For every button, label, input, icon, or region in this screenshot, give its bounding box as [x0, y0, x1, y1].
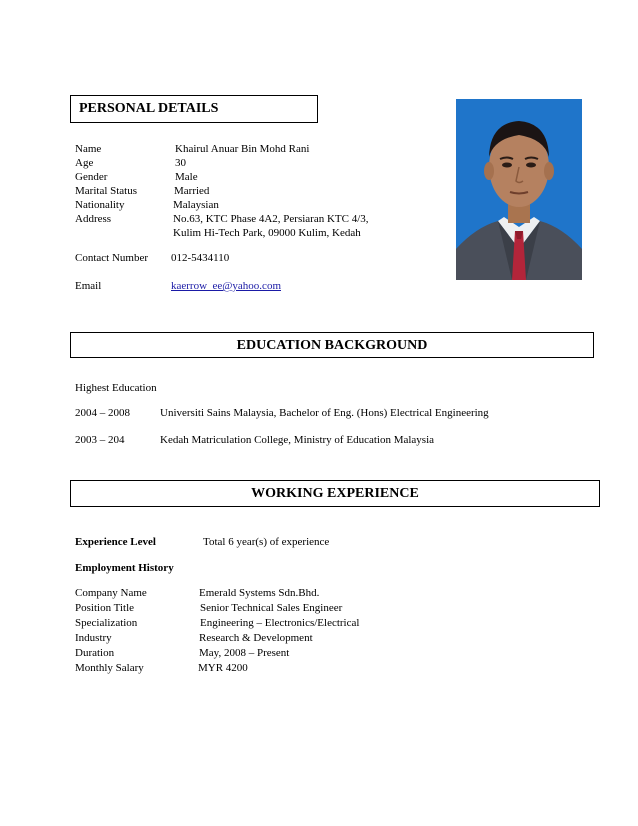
- work-heading: WORKING EXPERIENCE: [251, 486, 419, 501]
- age-label: Age: [75, 157, 94, 169]
- contact-number-value: 012-5434110: [171, 252, 230, 264]
- profile-photo-image: [456, 99, 582, 280]
- monthly-salary-value: MYR 4200: [198, 662, 248, 674]
- email-label: Email: [75, 280, 102, 292]
- personal-details-heading-box: [70, 95, 318, 123]
- specialization-value: Engineering – Electronics/Electrical: [200, 617, 360, 629]
- personal-details-heading: PERSONAL DETAILS: [79, 101, 219, 116]
- gender-value: Male: [175, 171, 198, 183]
- email-link[interactable]: kaerrow_ee@yahoo.com: [171, 280, 281, 292]
- duration-label: Duration: [75, 647, 115, 659]
- company-name-label: Company Name: [75, 587, 147, 599]
- education-entry-years: 2003 – 204: [75, 434, 125, 446]
- monthly-salary-label: Monthly Salary: [75, 662, 144, 674]
- duration-value: May, 2008 – Present: [199, 647, 290, 659]
- experience-level-label: Experience Level: [75, 536, 156, 548]
- company-name-value: Emerald Systems Sdn.Bhd.: [199, 587, 320, 599]
- work-heading-box: [70, 480, 600, 507]
- highest-education-label: Highest Education: [75, 382, 157, 394]
- position-title-label: Position Title: [75, 602, 135, 614]
- education-entry-detail: Universiti Sains Malaysia, Bachelor of Eng. (Hons) Electrical Engineering: [160, 407, 489, 419]
- industry-label: Industry: [75, 632, 112, 644]
- marital-status-value: Married: [174, 185, 210, 197]
- position-title-value: Senior Technical Sales Engineer: [200, 602, 343, 614]
- gender-label: Gender: [75, 171, 108, 183]
- education-heading-box: [70, 332, 594, 358]
- name-label: Name: [75, 143, 102, 155]
- marital-status-label: Marital Status: [75, 185, 138, 197]
- nationality-value: Malaysian: [173, 199, 219, 211]
- address-line-2: Kulim Hi-Tech Park, 09000 Kulim, Kedah: [173, 227, 361, 239]
- education-entry-years: 2004 – 2008: [75, 407, 130, 419]
- industry-value: Research & Development: [199, 632, 313, 644]
- address-line-1: No.63, KTC Phase 4A2, Persiaran KTC 4/3,: [173, 213, 369, 225]
- experience-level-value: Total 6 year(s) of experience: [203, 536, 330, 548]
- name-value: Khairul Anuar Bin Mohd Rani: [175, 143, 310, 155]
- nationality-label: Nationality: [75, 199, 125, 211]
- profile-photo: [456, 99, 582, 280]
- employment-history-label: Employment History: [75, 562, 174, 574]
- education-entry-detail: Kedah Matriculation College, Ministry of Education Malaysia: [160, 434, 435, 446]
- specialization-label: Specialization: [75, 617, 138, 629]
- address-label: Address: [75, 213, 112, 225]
- contact-number-label: Contact Number: [75, 252, 149, 264]
- education-heading: EDUCATION BACKGROUND: [236, 338, 428, 353]
- age-value: 30: [175, 157, 186, 169]
